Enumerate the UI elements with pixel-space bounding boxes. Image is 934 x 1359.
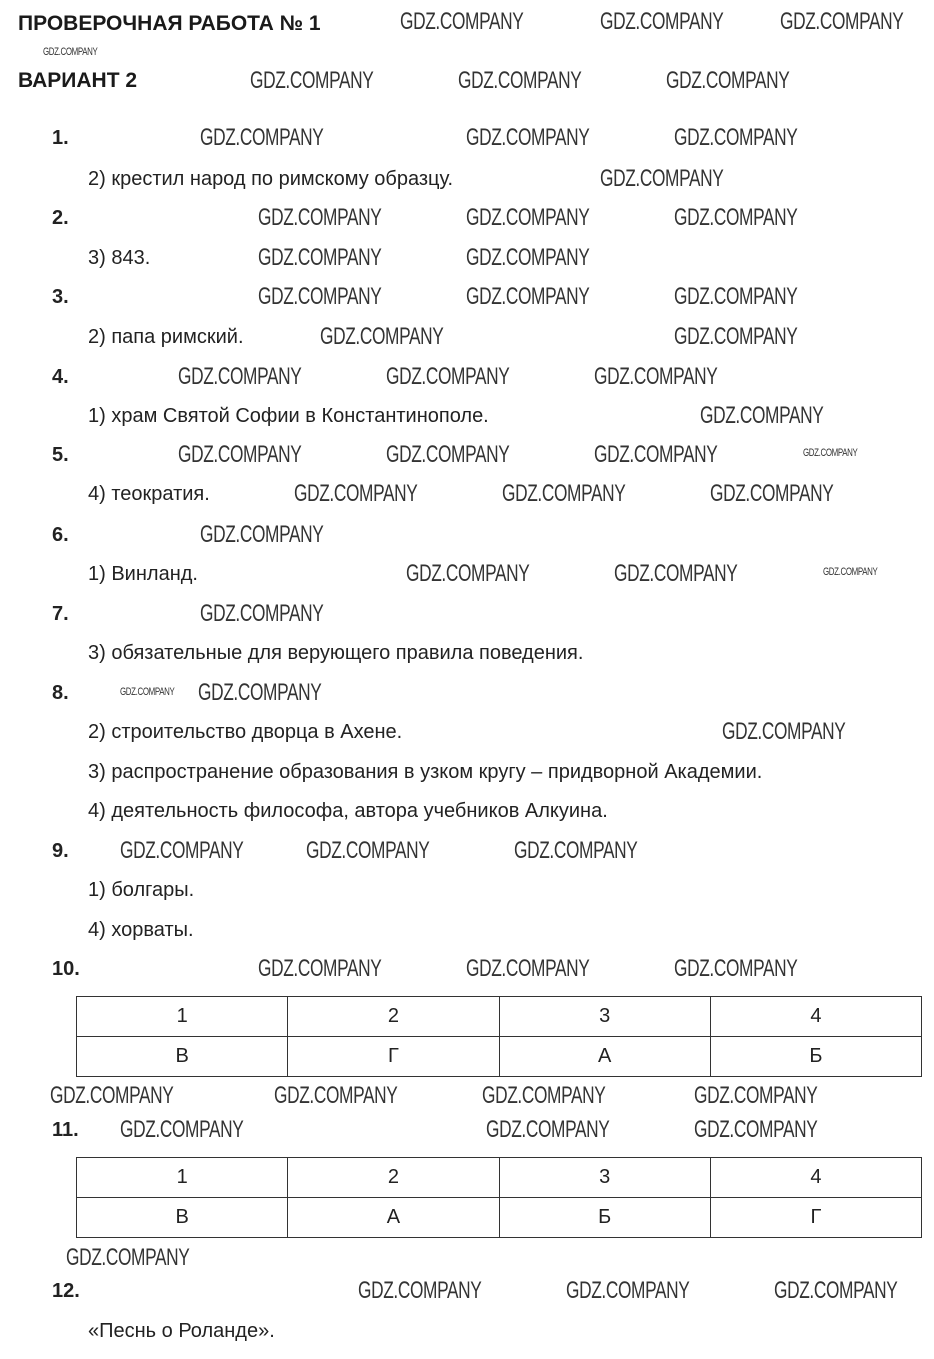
watermark: GDZ.COMPANY xyxy=(294,480,418,507)
watermark: GDZ.COMPANY xyxy=(386,363,510,390)
watermark: GDZ.COMPANY xyxy=(200,124,324,151)
watermark: GDZ.COMPANY xyxy=(466,204,590,231)
item-number: 1. xyxy=(52,127,69,149)
item-number: 2. xyxy=(52,207,69,229)
table-header-cell: 1 xyxy=(77,997,288,1037)
watermark: GDZ.COMPANY xyxy=(674,323,798,350)
answer: 3) распространение образования в узком кругу – придворной Академии. xyxy=(88,761,763,783)
watermark: GDZ.COMPANY xyxy=(823,566,878,578)
watermark: GDZ.COMPANY xyxy=(200,600,324,627)
item-number: 10. xyxy=(52,958,80,980)
watermark: GDZ.COMPANY xyxy=(566,1277,690,1304)
answer-table-11 xyxy=(76,1157,922,1238)
watermark: GDZ.COMPANY xyxy=(614,560,738,587)
table-cell: Г xyxy=(710,1198,921,1238)
watermark: GDZ.COMPANY xyxy=(774,1277,898,1304)
table-cell: А xyxy=(499,1037,710,1077)
answer: 1) болгары. xyxy=(88,879,195,901)
watermark: GDZ.COMPANY xyxy=(502,480,626,507)
watermark: GDZ.COMPANY xyxy=(120,837,244,864)
watermark: GDZ.COMPANY xyxy=(178,441,302,468)
item-number: 7. xyxy=(52,603,69,625)
watermark: GDZ.COMPANY xyxy=(466,955,590,982)
watermark: GDZ.COMPANY xyxy=(406,560,530,587)
watermark: GDZ.COMPANY xyxy=(120,686,175,698)
watermark: GDZ.COMPANY xyxy=(674,955,798,982)
answer: 1) Винланд. xyxy=(88,563,198,585)
watermark: GDZ.COMPANY xyxy=(198,679,322,706)
answer: 4) хорваты. xyxy=(88,919,194,941)
watermark: GDZ.COMPANY xyxy=(258,955,382,982)
table-cell: Б xyxy=(499,1198,710,1238)
watermark: GDZ.COMPANY xyxy=(666,67,790,94)
item-number: 5. xyxy=(52,444,69,466)
answer: 2) строительство дворца в Ахене. xyxy=(88,721,403,743)
watermark: GDZ.COMPANY xyxy=(458,67,582,94)
item-number: 3. xyxy=(52,286,69,308)
watermark: GDZ.COMPANY xyxy=(200,521,324,548)
table-header-cell: 4 xyxy=(710,1158,921,1198)
answer: 4) теократия. xyxy=(88,483,210,505)
watermark: GDZ.COMPANY xyxy=(66,1244,190,1271)
answer: 4) деятельность философа, автора учебников Алкуина. xyxy=(88,800,608,822)
watermark: GDZ.COMPANY xyxy=(594,441,718,468)
variant-heading: ВАРИАНТ 2 xyxy=(18,69,138,92)
answer: 3) 843. xyxy=(88,247,151,269)
table-header-cell: 2 xyxy=(288,1158,499,1198)
page-title: ПРОВЕРОЧНАЯ РАБОТА № 1 xyxy=(18,12,321,35)
watermark: GDZ.COMPANY xyxy=(466,244,590,271)
table-cell: Б xyxy=(710,1037,921,1077)
watermark: GDZ.COMPANY xyxy=(258,283,382,310)
watermark: GDZ.COMPANY xyxy=(674,204,798,231)
answer: 2) папа римский. xyxy=(88,326,244,348)
table-cell: А xyxy=(288,1198,499,1238)
watermark: GDZ.COMPANY xyxy=(482,1082,606,1109)
answer-table-10 xyxy=(76,996,922,1077)
watermark: GDZ.COMPANY xyxy=(803,447,858,459)
watermark: GDZ.COMPANY xyxy=(258,244,382,271)
watermark: GDZ.COMPANY xyxy=(780,8,904,35)
watermark: GDZ.COMPANY xyxy=(600,8,724,35)
watermark: GDZ.COMPANY xyxy=(250,67,374,94)
watermark: GDZ.COMPANY xyxy=(600,165,724,192)
watermark: GDZ.COMPANY xyxy=(694,1082,818,1109)
table-header-cell: 3 xyxy=(499,997,710,1037)
answer: 3) обязательные для верующего правила поведения. xyxy=(88,642,584,664)
table-cell: В xyxy=(77,1198,288,1238)
watermark: GDZ.COMPANY xyxy=(694,1116,818,1143)
watermark: GDZ.COMPANY xyxy=(710,480,834,507)
item-number: 9. xyxy=(52,840,69,862)
watermark: GDZ.COMPANY xyxy=(700,402,824,429)
item-number: 4. xyxy=(52,366,69,388)
table-header-cell: 4 xyxy=(710,997,921,1037)
watermark: GDZ.COMPANY xyxy=(50,1082,174,1109)
watermark: GDZ.COMPANY xyxy=(594,363,718,390)
item-number: 12. xyxy=(52,1280,80,1302)
watermark: GDZ.COMPANY xyxy=(674,124,798,151)
watermark: GDZ.COMPANY xyxy=(486,1116,610,1143)
item-number: 11. xyxy=(52,1119,79,1141)
table-cell: В xyxy=(77,1037,288,1077)
answer: «Песнь о Роланде». xyxy=(88,1320,275,1342)
item-number: 8. xyxy=(52,682,69,704)
watermark: GDZ.COMPANY xyxy=(178,363,302,390)
table-header-cell: 1 xyxy=(77,1158,288,1198)
watermark: GDZ.COMPANY xyxy=(514,837,638,864)
watermark: GDZ.COMPANY xyxy=(400,8,524,35)
watermark: GDZ.COMPANY xyxy=(306,837,430,864)
table-cell: Г xyxy=(288,1037,499,1077)
watermark: GDZ.COMPANY xyxy=(674,283,798,310)
table-header-cell: 2 xyxy=(288,997,499,1037)
watermark: GDZ.COMPANY xyxy=(722,718,846,745)
table-header-cell: 3 xyxy=(499,1158,710,1198)
watermark: GDZ.COMPANY xyxy=(386,441,510,468)
watermark: GDZ.COMPANY xyxy=(43,46,98,58)
watermark: GDZ.COMPANY xyxy=(120,1116,244,1143)
answer: 2) крестил народ по римскому образцу. xyxy=(88,168,454,190)
watermark: GDZ.COMPANY xyxy=(358,1277,482,1304)
watermark: GDZ.COMPANY xyxy=(320,323,444,350)
watermark: GDZ.COMPANY xyxy=(274,1082,398,1109)
watermark: GDZ.COMPANY xyxy=(466,283,590,310)
item-number: 6. xyxy=(52,524,69,546)
watermark: GDZ.COMPANY xyxy=(466,124,590,151)
watermark: GDZ.COMPANY xyxy=(258,204,382,231)
answer: 1) храм Святой Софии в Константинополе. xyxy=(88,405,489,427)
